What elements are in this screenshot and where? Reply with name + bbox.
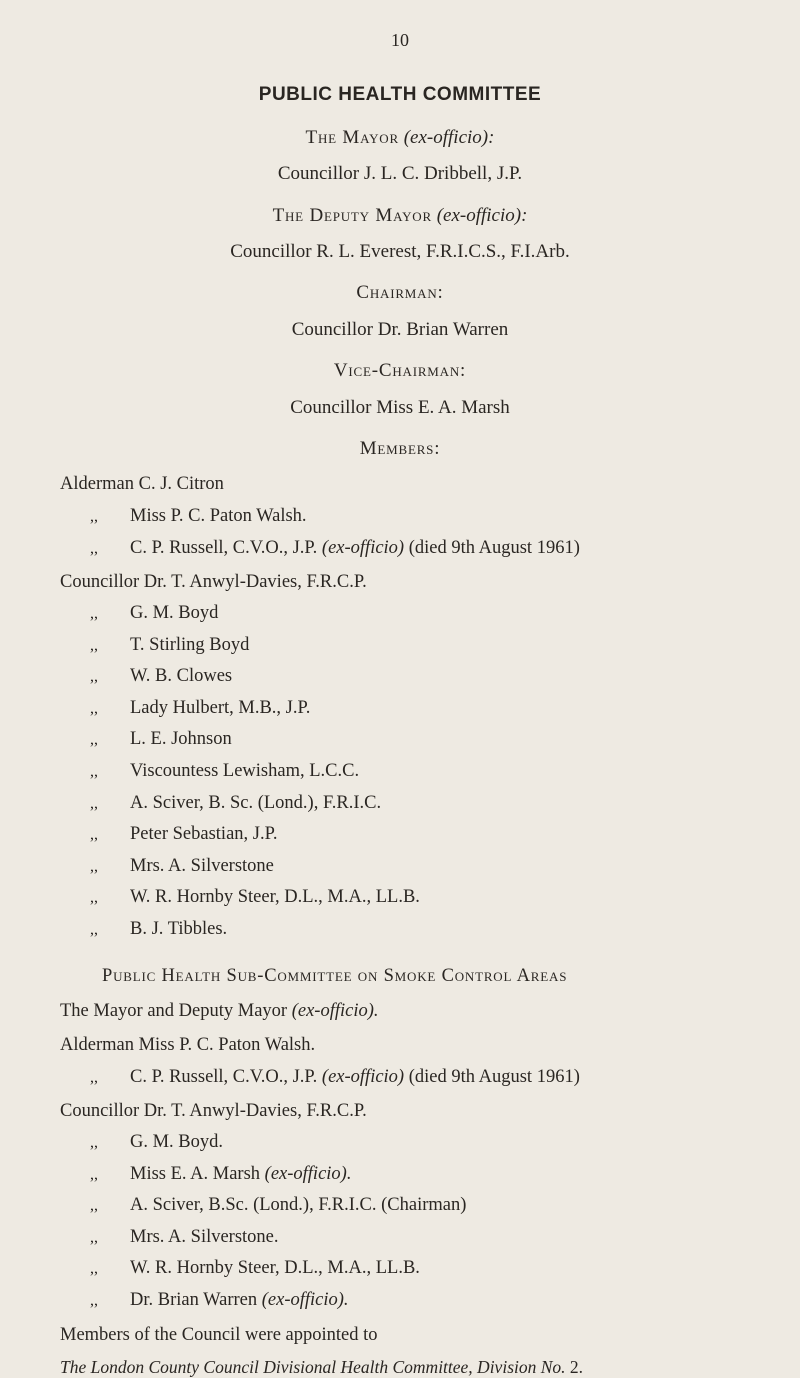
sub-committee-row: A. Sciver, B.Sc. (Lond.), F.R.I.C. (Chairman) [130,1195,467,1215]
councillor-row: L. E. Johnson [130,729,232,749]
sub-committee-row: Miss E. A. Marsh (ex-officio). [130,1164,352,1184]
ditto-mark: ,, [90,858,98,875]
sub-committee-row: Mrs. A. Silverstone. [130,1227,279,1247]
ditto-mark: ,, [90,540,98,557]
alderman-row: C. P. Russell, C.V.O., J.P. (ex-officio) (died 9th August 1961) [130,538,580,558]
sub-committee-heading: Public Health Sub-Committee on Smoke Control Areas [102,966,568,986]
ditto-mark: ,, [90,1197,98,1214]
ditto-mark: ,, [90,826,98,843]
sub-committee-row: C. P. Russell, C.V.O., J.P. (ex-officio) (died 9th August 1961) [130,1067,580,1087]
ditto-mark: ,, [90,921,98,938]
london-committee-text: The London County Council Divisional Health Committee, Division No. 2. [60,1357,584,1377]
mayor-heading: The Mayor (ex-officio): [305,127,495,148]
sub-committee-row: Councillor Dr. T. Anwyl-Davies, F.R.C.P. [60,1101,367,1121]
ditto-mark: ,, [90,637,98,654]
sub-committee-row: W. R. Hornby Steer, D.L., M.A., LL.B. [130,1258,420,1278]
sub-committee-row: G. M. Boyd. [130,1132,224,1152]
vice-chairman-name: Councillor Miss E. A. Marsh [290,397,510,418]
members-heading: Members: [359,438,441,459]
councillor-row: W. R. Hornby Steer, D.L., M.A., LL.B. [130,887,420,907]
sub-committee-row: The Mayor and Deputy Mayor (ex-officio). [60,1001,379,1021]
ditto-mark: ,, [90,1134,98,1151]
councillor-row: T. Stirling Boyd [130,635,250,655]
chairman-heading: Chairman: [356,282,444,303]
mayor-name: Councillor J. L. C. Dribbell, J.P. [277,163,523,184]
alderman-row: Alderman C. J. Citron [60,474,224,494]
ditto-mark: ,, [90,1166,98,1183]
ditto-mark: ,, [90,1069,98,1086]
ditto-mark: ,, [90,605,98,622]
sub-committee-row: Alderman Miss P. C. Paton Walsh. [60,1035,316,1055]
ditto-mark: ,, [90,1260,98,1277]
ditto-mark: ,, [90,1229,98,1246]
ditto-mark: ,, [90,1292,98,1309]
ditto-mark: ,, [90,731,98,748]
vice-chairman-heading: Vice-Chairman: [333,360,467,381]
ditto-mark: ,, [90,508,98,525]
councillor-row: Peter Sebastian, J.P. [130,824,278,844]
councillor-row: A. Sciver, B. Sc. (Lond.), F.R.I.C. [130,793,382,813]
page-title: PUBLIC HEALTH COMMITTEE [258,84,542,105]
deputy-mayor-name: Councillor R. L. Everest, F.R.I.C.S., F.I.Arb. [230,241,570,262]
councillor-row: Lady Hulbert, M.B., J.P. [130,698,311,718]
ditto-mark: ,, [90,763,98,780]
deputy-mayor-heading: The Deputy Mayor (ex-officio): [272,205,528,226]
councillor-row: G. M. Boyd [130,603,219,623]
ditto-mark: ,, [90,889,98,906]
councillor-row: W. B. Clowes [130,666,233,686]
sub-committee-row: Dr. Brian Warren (ex-officio). [130,1290,349,1310]
appointed-text: Members of the Council were appointed to [60,1325,378,1345]
councillor-row: B. J. Tibbles. [130,919,228,939]
councillor-row: Viscountess Lewisham, L.C.C. [130,761,360,781]
councillor-row: Councillor Dr. T. Anwyl-Davies, F.R.C.P. [60,572,367,592]
councillor-row: Mrs. A. Silverstone [130,856,274,876]
ditto-mark: ,, [90,668,98,685]
page-number: 10 [391,30,409,50]
ditto-mark: ,, [90,700,98,717]
alderman-row: Miss P. C. Paton Walsh. [130,506,307,526]
ditto-mark: ,, [90,795,98,812]
chairman-name: Councillor Dr. Brian Warren [291,319,509,340]
